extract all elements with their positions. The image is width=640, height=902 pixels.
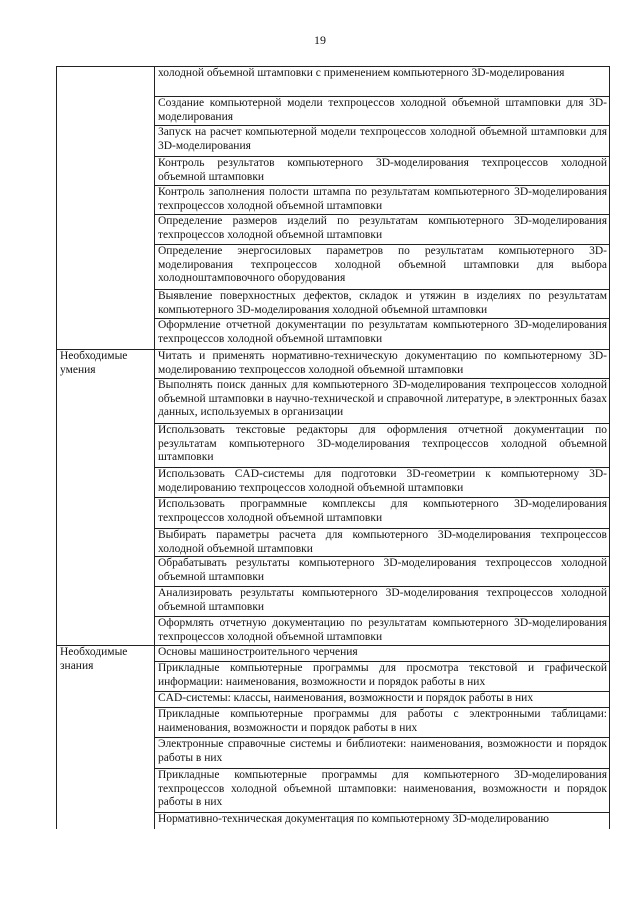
table-cell: Нормативно-техническая документация по компьютерному 3D-моделированию [155, 813, 610, 829]
table-row [57, 646, 610, 662]
requirements-table [56, 66, 610, 829]
table-cell: Определение размеров изделий по результатам компьютерного 3D-моделирования техпроцессов холодной объемной штамповки [155, 215, 610, 245]
table-cell: Читать и применять нормативно-техническую документацию по компьютерному 3D-моделированию техпроцессов холодной объемной штамповки [155, 350, 610, 379]
table-cell: Прикладные компьютерные программы для просмотра текстовой и графической информации: наименования, возможности и порядок работы в них [155, 662, 610, 692]
page-number: 19 [314, 33, 326, 47]
table-cell: Анализировать результаты компьютерного 3D-моделирования техпроцессов холодной объемной штамповки [155, 587, 610, 617]
table-cell: Прикладные компьютерные программы для работы с электронными таблицами: наименования, возможности и порядок работы в них [155, 708, 610, 738]
section-label [57, 67, 155, 350]
section-label: Необходимые знания [57, 646, 155, 829]
table-cell: Оформлять отчетную документацию по результатам компьютерного 3D-моделирования техпроцессов холодной объемной штамповки [155, 617, 610, 646]
table-cell: Определение энергосиловых параметров по результатам компьютерного 3D-моделирования техпроцессов холодной объемной штамповки для выбора холодноштамповочного оборудования [155, 245, 610, 290]
table-cell: CAD-системы: классы, наименования, возможности и порядок работы в них [155, 692, 610, 708]
table-cell: Использовать программные комплексы для компьютерного 3D-моделирования техпроцессов холодной объемной штамповки [155, 498, 610, 529]
section-label: Необходимые умения [57, 350, 155, 646]
table-cell: Использовать CAD-системы для подготовки 3D-геометрии к компьютерному 3D-моделированию техпроцессов холодной объемной штамповки [155, 468, 610, 498]
table-cell: Основы машиностроительного черчения [155, 646, 610, 662]
table-cell: Выявление поверхностных дефектов, складок и утяжин в изделиях по результатам компьютерного 3D-моделирования холодной объемной штамповки [155, 290, 610, 319]
table-cell: Оформление отчетной документации по результатам компьютерного 3D-моделирования техпроцессов холодной объемной штамповки [155, 319, 610, 350]
table-cell: Создание компьютерной модели техпроцессов холодной объемной штамповки для 3D-моделирования [155, 97, 610, 126]
table-cell: Выбирать параметры расчета для компьютерного 3D-моделирования техпроцессов холодной объемной штамповки [155, 529, 610, 557]
table-cell: Контроль результатов компьютерного 3D-моделирования техпроцессов холодной объемной штамповки [155, 157, 610, 186]
table-row [57, 350, 610, 379]
table-cell: Электронные справочные системы и библиотеки: наименования, возможности и порядок работы в них [155, 738, 610, 769]
table-cell: холодной объемной штамповки с применением компьютерного 3D-моделирования [155, 67, 610, 97]
table-cell: Запуск на расчет компьютерной модели техпроцессов холодной объемной штамповки для 3D-моделирования [155, 126, 610, 157]
table-cell: Выполнять поиск данных для компьютерного 3D-моделирования техпроцессов холодной объемной штамповки в научно-технической и справочной литературе, в электронных базах данных, используемых в организации [155, 379, 610, 424]
table-cell: Обрабатывать результаты компьютерного 3D-моделирования техпроцессов холодной объемной штамповки [155, 557, 610, 587]
table-cell: Контроль заполнения полости штампа по результатам компьютерного 3D-моделирования техпроцессов холодной объемной штамповки [155, 186, 610, 215]
table-cell: Прикладные компьютерные программы для компьютерного 3D-моделирования техпроцессов холодной объемной штамповки: наименования, возможности и порядок работы в них [155, 769, 610, 813]
table-cell: Использовать текстовые редакторы для оформления отчетной документации по результатам компьютерного 3D-моделирования техпроцессов холодной объемной штамповки [155, 424, 610, 468]
table-row [57, 67, 610, 97]
